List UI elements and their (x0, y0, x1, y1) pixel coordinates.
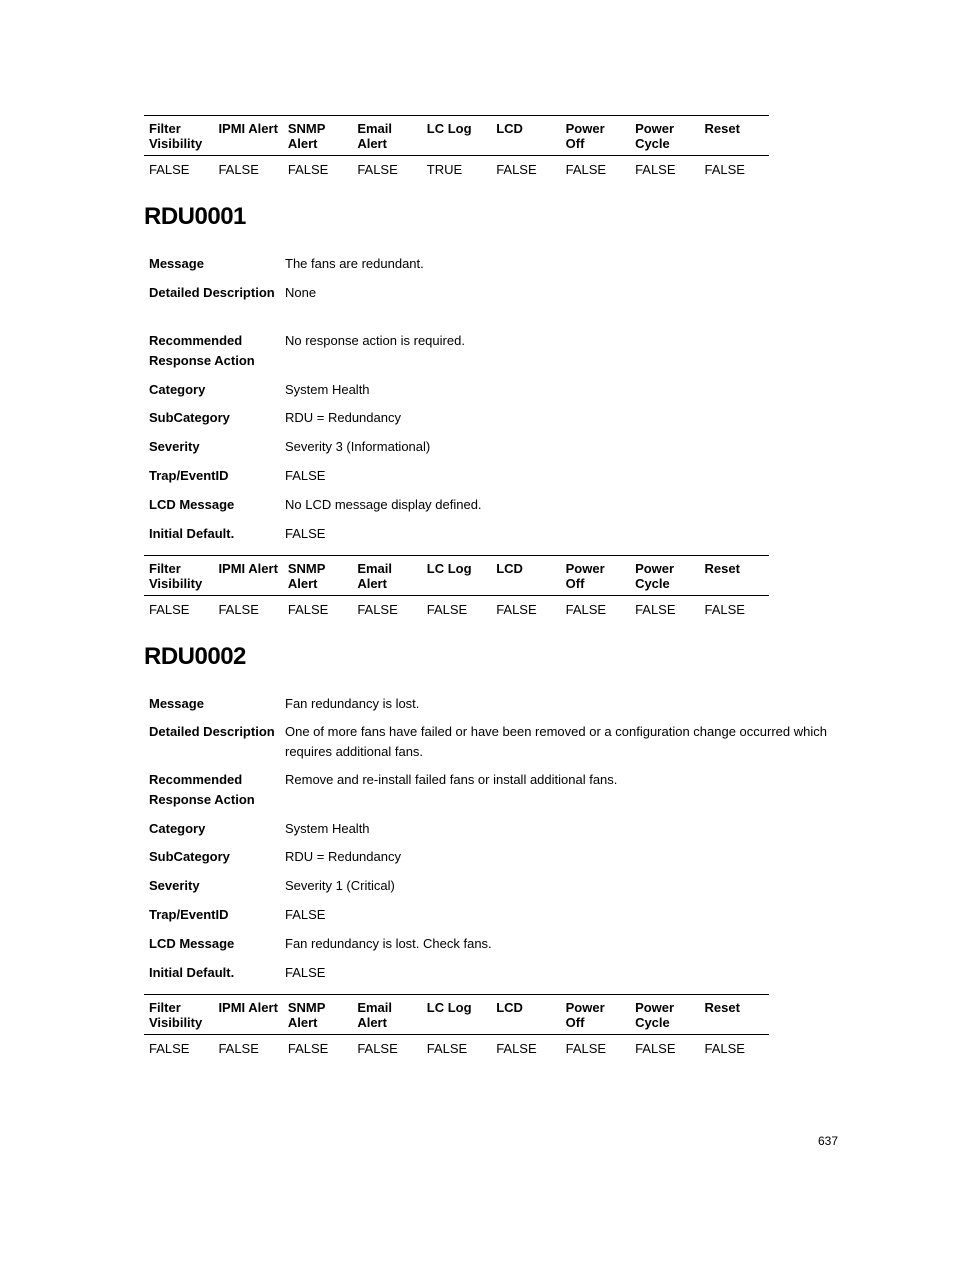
header-power-off: Power Off (561, 556, 630, 596)
value-cell: FALSE (287, 1041, 329, 1056)
value-cell: FALSE (635, 602, 676, 617)
field-value: FALSE (285, 526, 326, 541)
header-snmp-alert: SNMP Alert (283, 116, 352, 156)
details-table-rdu0001 (144, 254, 844, 546)
alert-table-value-row (144, 1035, 769, 1063)
value-cell: FALSE (496, 602, 537, 617)
header-lc-log: LC Log (422, 116, 491, 156)
field-row (144, 408, 844, 437)
field-row (144, 694, 844, 722)
value-cell: FALSE (149, 1041, 190, 1056)
field-label: Initial Default. (149, 526, 235, 541)
header-ipmi-alert: IPMI Alert (213, 995, 282, 1035)
field-row (144, 524, 844, 546)
value-cell: FALSE (704, 1041, 745, 1056)
header-ipmi-alert: IPMI Alert (213, 556, 282, 596)
header-reset: Reset (700, 995, 770, 1035)
field-label: Severity (149, 439, 200, 454)
field-value: FALSE (285, 468, 326, 483)
value-cell: FALSE (635, 1041, 676, 1056)
value-cell: FALSE (635, 162, 676, 177)
section-heading-rdu0001: RDU0001 (144, 203, 246, 230)
field-label: SubCategory (149, 849, 230, 864)
value-cell: FALSE (357, 602, 398, 617)
field-label: Severity (149, 878, 200, 893)
alert-table-value-row (144, 156, 769, 184)
value-cell: FALSE (565, 162, 607, 177)
value-cell: FALSE (704, 602, 745, 617)
field-label: Category (149, 382, 206, 397)
header-email-alert: Email Alert (352, 556, 421, 596)
field-label: Recommended Response Action (149, 333, 255, 368)
value-cell: FALSE (149, 602, 190, 617)
alert-table-value-row (144, 596, 769, 624)
field-value: Fan redundancy is lost. Check fans. (285, 936, 492, 951)
header-power-cycle: Power Cycle (630, 556, 699, 596)
alert-table-rdu0001 (144, 555, 769, 624)
header-filter-visibility: Filter Visibility (144, 116, 213, 156)
header-reset: Reset (700, 556, 770, 596)
field-row (144, 847, 844, 876)
field-value: Fan redundancy is lost. (285, 696, 420, 711)
header-power-cycle: Power Cycle (630, 995, 699, 1035)
field-label: Detailed Description (149, 724, 275, 739)
value-cell: FALSE (149, 162, 190, 177)
field-value: Remove and re-install failed fans or install additional fans. (285, 772, 618, 787)
value-cell: FALSE (218, 1041, 259, 1056)
header-email-alert: Email Alert (352, 116, 421, 156)
alert-table-top (144, 115, 769, 184)
field-row (144, 466, 844, 495)
alert-table-header-row (144, 116, 769, 156)
field-value: The fans are redundant. (285, 256, 424, 271)
value-cell: FALSE (287, 602, 329, 617)
field-row (144, 495, 844, 524)
field-value: No response action is required. (285, 333, 465, 348)
alert-table-header-row (144, 995, 769, 1035)
field-row (144, 331, 844, 380)
header-lcd: LCD (491, 995, 560, 1035)
field-value: RDU = Redundancy (285, 849, 401, 864)
field-row (144, 963, 844, 985)
field-row (144, 770, 844, 819)
field-label: SubCategory (149, 410, 230, 425)
field-row (144, 722, 844, 770)
header-reset: Reset (700, 116, 770, 156)
field-row (144, 905, 844, 934)
header-lcd: LCD (491, 116, 560, 156)
value-cell: FALSE (218, 162, 259, 177)
alert-table-header-row (144, 556, 769, 596)
header-lcd: LCD (491, 556, 560, 596)
value-cell: FALSE (218, 602, 259, 617)
value-cell: FALSE (426, 602, 468, 617)
value-cell: FALSE (704, 162, 745, 177)
field-row (144, 876, 844, 905)
field-label: Trap/EventID (149, 907, 229, 922)
field-value: RDU = Redundancy (285, 410, 401, 425)
value-cell: FALSE (565, 1041, 607, 1056)
header-snmp-alert: SNMP Alert (283, 556, 352, 596)
details-table-rdu0002 (144, 694, 844, 985)
field-label: Message (149, 256, 204, 271)
field-value: FALSE (285, 965, 326, 980)
header-lc-log: LC Log (422, 556, 491, 596)
value-cell: FALSE (565, 602, 607, 617)
field-label: LCD Message (149, 936, 235, 951)
header-filter-visibility: Filter Visibility (144, 556, 213, 596)
field-row (144, 254, 844, 283)
field-value: None (285, 285, 317, 300)
header-power-off: Power Off (561, 995, 630, 1035)
field-row (144, 437, 844, 466)
field-label: Recommended Response Action (149, 772, 255, 807)
field-value: FALSE (285, 907, 326, 922)
value-cell: TRUE (426, 162, 463, 177)
field-row (144, 819, 844, 847)
field-value: System Health (285, 382, 370, 397)
value-cell: FALSE (426, 1041, 468, 1056)
value-cell: FALSE (287, 162, 329, 177)
header-lc-log: LC Log (422, 995, 491, 1035)
field-value: Severity 3 (Informational) (285, 439, 431, 454)
field-label: Category (149, 821, 206, 836)
field-label: Initial Default. (149, 965, 235, 980)
value-cell: FALSE (357, 1041, 398, 1056)
header-power-off: Power Off (561, 116, 630, 156)
field-label: LCD Message (149, 497, 235, 512)
field-row (144, 934, 844, 963)
field-label: Detailed Description (149, 285, 275, 300)
field-value: Severity 1 (Critical) (285, 878, 395, 893)
field-row (144, 283, 844, 331)
page-number: 637 (817, 1134, 838, 1148)
value-cell: FALSE (357, 162, 398, 177)
header-power-cycle: Power Cycle (630, 116, 699, 156)
section-heading-rdu0002: RDU0002 (144, 643, 246, 670)
field-value: One of more fans have failed or have been removed or a configuration change occurred which requires additional fans. (285, 724, 827, 759)
field-value: No LCD message display defined. (285, 497, 482, 512)
alert-table-rdu0002 (144, 994, 769, 1063)
field-label: Message (149, 696, 204, 711)
header-filter-visibility: Filter Visibility (144, 995, 213, 1035)
field-value: System Health (285, 821, 370, 836)
field-label: Trap/EventID (149, 468, 229, 483)
header-ipmi-alert: IPMI Alert (213, 116, 282, 156)
value-cell: FALSE (496, 1041, 537, 1056)
field-row (144, 380, 844, 408)
header-snmp-alert: SNMP Alert (283, 995, 352, 1035)
header-email-alert: Email Alert (352, 995, 421, 1035)
value-cell: FALSE (496, 162, 537, 177)
